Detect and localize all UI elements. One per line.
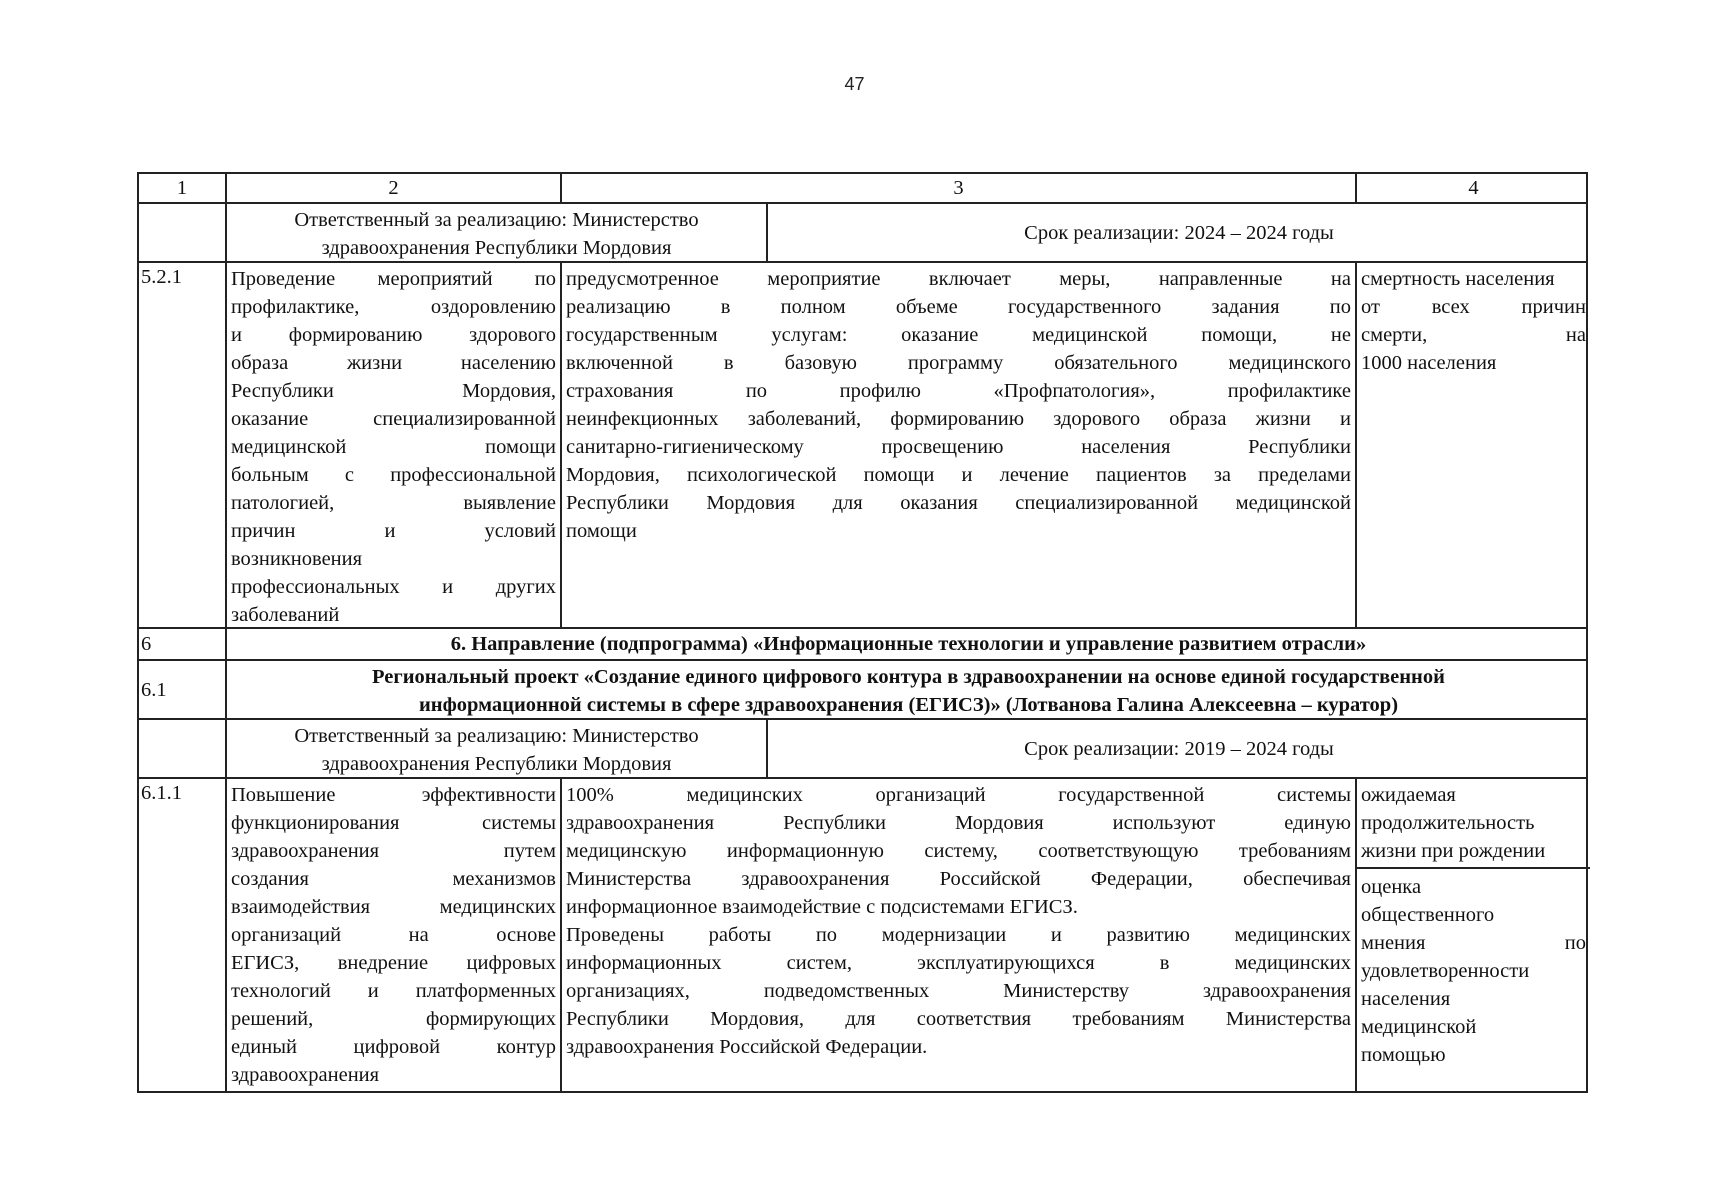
indicator-cell xyxy=(1355,263,1590,627)
project-title xyxy=(225,661,1590,718)
text-line: профессиональных и других xyxy=(231,576,556,598)
text-line: организациях, подведомственных Министерству здравоохранения xyxy=(566,980,1351,1002)
responsible-line: здравоохранения Республики Мордовия xyxy=(321,237,672,259)
text-line: медицинской xyxy=(1361,1016,1477,1038)
term-cell: Срок реализации: 2024 – 2024 годы xyxy=(766,204,1590,261)
text-line: Проведены работы по модернизации и развитию медицинских xyxy=(566,924,1351,946)
text-line: населения xyxy=(1361,988,1451,1010)
text-line: причин и условий xyxy=(231,520,556,542)
text-line: создания механизмов xyxy=(231,868,556,890)
term-cell: Срок реализации: 2019 – 2024 годы xyxy=(766,720,1590,777)
header-col-1: 1 xyxy=(176,177,188,199)
text-line: Министерства здравоохранения Российской Федерации, обеспечивая xyxy=(566,868,1351,890)
text-line: государственным услугам: оказание медицинской помощи, не xyxy=(566,324,1351,346)
table-header-row xyxy=(137,172,1588,204)
header-col-2: 2 xyxy=(225,174,560,202)
activity-description xyxy=(560,779,1355,1091)
text-line: неинфекционных заболеваний, формированию здорового образа жизни и xyxy=(566,408,1351,430)
responsible-row-6-1 xyxy=(137,720,1588,779)
responsible-line: Ответственный за реализацию: Министерство xyxy=(294,209,699,231)
text-line: возникновения xyxy=(231,548,363,570)
text-line: здравоохранения Российской Федерации. xyxy=(566,1036,928,1058)
responsible-cell xyxy=(225,720,766,777)
text-line: ЕГИСЗ, внедрение цифровых xyxy=(231,952,556,974)
row-number: 5.2.1 xyxy=(141,266,182,288)
text-line: смертность населения xyxy=(1361,268,1555,290)
text-line: организаций на основе xyxy=(231,924,556,946)
text-line: удовлетворенности xyxy=(1361,960,1530,982)
text-line: продолжительность xyxy=(1361,812,1535,834)
text-line: жизни при рождении xyxy=(1361,840,1546,862)
text-line: патологией, выявление xyxy=(231,492,556,514)
text-line: Мордовия, психологической помощи и лечение пациентов за пределами xyxy=(566,464,1351,486)
text-line: оценка xyxy=(1361,876,1422,898)
table-row-6 xyxy=(137,629,1588,661)
page-number: 47 xyxy=(844,74,865,94)
row-number: 6.1 xyxy=(141,679,167,701)
text-line: информационное взаимодействие с подсистемами ЕГИСЗ. xyxy=(566,896,1078,918)
text-line: здравоохранения xyxy=(231,1064,380,1086)
text-line: образа жизни населению xyxy=(231,352,556,374)
responsible-line: Ответственный за реализацию: Министерство xyxy=(294,725,699,747)
text-line: санитарно-гигиеническому просвещению населения Республики xyxy=(566,436,1351,458)
responsible-row-5-2 xyxy=(137,204,1588,263)
text-line: страхования по профилю «Профпатология», профилактике xyxy=(566,380,1351,402)
text-line: мнения по xyxy=(1361,932,1586,954)
text-line: помощи xyxy=(566,520,637,542)
text-line: здравоохранения Республики Мордовия используют единую xyxy=(566,812,1351,834)
text-line: медицинскую информационную систему, соответствующую требованиям xyxy=(566,840,1351,862)
text-line: медицинской помощи xyxy=(231,436,556,458)
text-line: общественного xyxy=(1361,904,1495,926)
text-line: Региональный проект «Создание единого цифрового контура в здравоохранении на основе единой государственной xyxy=(372,666,1445,688)
header-col-3: 3 xyxy=(560,174,1355,202)
responsible-cell xyxy=(225,204,766,261)
table-row-5-2-1 xyxy=(137,263,1588,629)
text-line: заболеваний xyxy=(231,604,340,626)
text-line: Повышение эффективности xyxy=(231,784,556,806)
text-line: включенной в базовую программу обязательного медицинского xyxy=(566,352,1351,374)
text-line: 100% медицинских организаций государственной системы xyxy=(566,784,1351,806)
text-line: информационной системы в сфере здравоохранения (ЕГИСЗ)» (Лотванова Галина Алексеевна – куратор) xyxy=(418,694,1399,716)
text-line: информационных систем, эксплуатирующихся в медицинских xyxy=(566,952,1351,974)
indicator-cell xyxy=(1355,779,1590,1091)
indicator-life-expectancy xyxy=(1357,779,1590,865)
text-line: Республики Мордовия, xyxy=(231,380,556,402)
text-line: от всех причин xyxy=(1361,296,1586,318)
text-line: Республики Мордовия для оказания специализированной медицинской xyxy=(566,492,1351,514)
text-line: технологий и платформенных xyxy=(231,980,556,1002)
text-line: больным с профессиональной xyxy=(231,464,556,486)
text-line: реализацию в полном объеме государственного задания по xyxy=(566,296,1351,318)
text-line: оказание специализированной xyxy=(231,408,556,430)
program-table xyxy=(137,172,1588,1093)
activity-description xyxy=(560,263,1355,627)
table-row-6-1-1 xyxy=(137,779,1588,1093)
text-line: ожидаемая xyxy=(1361,784,1456,806)
text-line: профилактике, оздоровлению xyxy=(231,296,556,318)
section-title: 6. Направление (подпрограмма) «Информационные технологии и управление развитием отрасли» xyxy=(225,629,1590,659)
text-line: 1000 населения xyxy=(1361,352,1497,374)
row-number: 6 xyxy=(141,633,152,655)
responsible-line: здравоохранения Республики Мордовия xyxy=(321,753,672,775)
text-line: Проведение мероприятий по xyxy=(231,268,556,290)
text-line: взаимодействия медицинских xyxy=(231,896,556,918)
text-line: решений, формирующих xyxy=(231,1008,556,1030)
table-row-6-1 xyxy=(137,661,1588,720)
text-line: единый цифровой контур xyxy=(231,1036,556,1058)
text-line: и формированию здорового xyxy=(231,324,556,346)
activity-name xyxy=(225,263,560,627)
text-line: функционирования системы xyxy=(231,812,556,834)
text-line: Республики Мордовия, для соответствия требованиям Министерства xyxy=(566,1008,1351,1030)
header-col-4: 4 xyxy=(1355,174,1590,202)
text-line: предусмотренное мероприятие включает меры, направленные на xyxy=(566,268,1351,290)
text-line: здравоохранения путем xyxy=(231,840,556,862)
row-number: 6.1.1 xyxy=(141,782,182,804)
text-line: помощью xyxy=(1361,1044,1446,1066)
cell-divider xyxy=(1357,867,1590,869)
indicator-public-opinion xyxy=(1357,873,1590,1069)
text-line: смерти, на xyxy=(1361,324,1586,346)
activity-name xyxy=(225,779,560,1091)
